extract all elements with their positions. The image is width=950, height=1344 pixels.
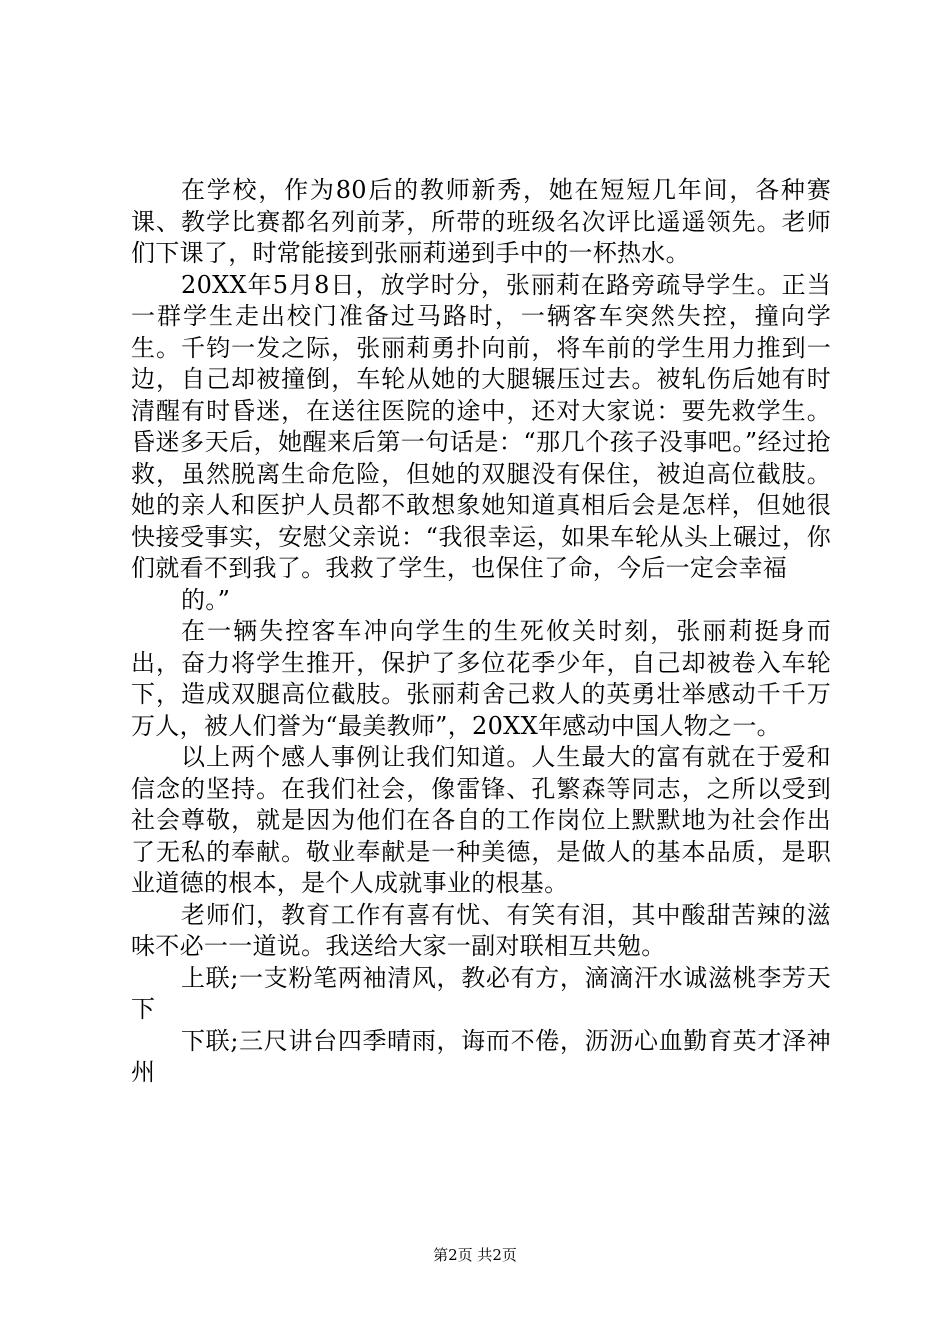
paragraph-accident-story: 20XX年5月8日，放学时分，张丽莉在路旁疏导学生。正当一群学生走出校门准备过马路时，一辆客车突然失控，撞向学生。千钧一发之际，张丽莉勇扑向前，将车前的学生用力推到一边，自己却被撞倒，车轮从她的大腿辗压过去。被轧伤后她有时清醒有时昏迷，在送往医院的途中，还对大家说：要先救学生。昏迷多天后，她醒来后第一句话是：“那几个孩子没事吧。”经过抢救，虽然脱离生命危险，但她的双腿没有保住，被迫高位截肢。她的亲人和医护人员都不敢想象她知道真相后会是怎样，但她很快接受事实，安慰父亲说：“我很幸运，如果车轮从头上碾过，你们就看不到我了。我救了学生，也保住了命，今后一定会幸福 <box>131 270 831 582</box>
paragraph-summary: 在一辆失控客车冲向学生的生死攸关时刻，张丽莉挺身而出，奋力将学生推开，保护了多位花季少年，自己却被卷入车轮下，造成双腿高位截肢。张丽莉舍己救人的英勇壮举感动千千万万人，被人们誉为“最美教师”，20XX年感动中国人物之一。 <box>131 617 831 740</box>
page-number-footer: 第2页 共2页 <box>433 1246 517 1264</box>
document-body <box>131 175 831 1089</box>
couplet-second-line: 下联;三尺讲台四季晴雨，诲而不倦，沥沥心血勤育英才泽神州 <box>131 1026 831 1086</box>
paragraph-teacher-intro: 在学校，作为80后的教师新秀，她在短短几年间，各种赛课、教学比赛都名列前茅，所带的班级名次评比遥遥领先。老师们下课了，时常能接到张丽莉递到手中的一杯热水。 <box>131 176 831 267</box>
paragraph-couplet-intro: 老师们，教育工作有喜有忧、有笑有泪，其中酸甜苦辣的滋味不必一一道说。我送给大家一副对联相互共勉。 <box>131 900 831 960</box>
couplet-first-line: 上联;一支粉笔两袖清风，教必有方，滴滴汗水诚滋桃李芳天下 <box>131 963 831 1023</box>
paragraph-accident-story-ending: 的。” <box>181 585 231 614</box>
paragraph-conclusion: 以上两个感人事例让我们知道。人生最大的富有就在于爱和信念的坚持。在我们社会，像雷锋、孔繁森等同志，之所以受到社会尊敬，就是因为他们在各自的工作岗位上默默地为社会作出了无私的奉献。敬业奉献是一种美德，是做人的基本品质，是职业道德的根本，是个人成就事业的根基。 <box>131 743 831 897</box>
